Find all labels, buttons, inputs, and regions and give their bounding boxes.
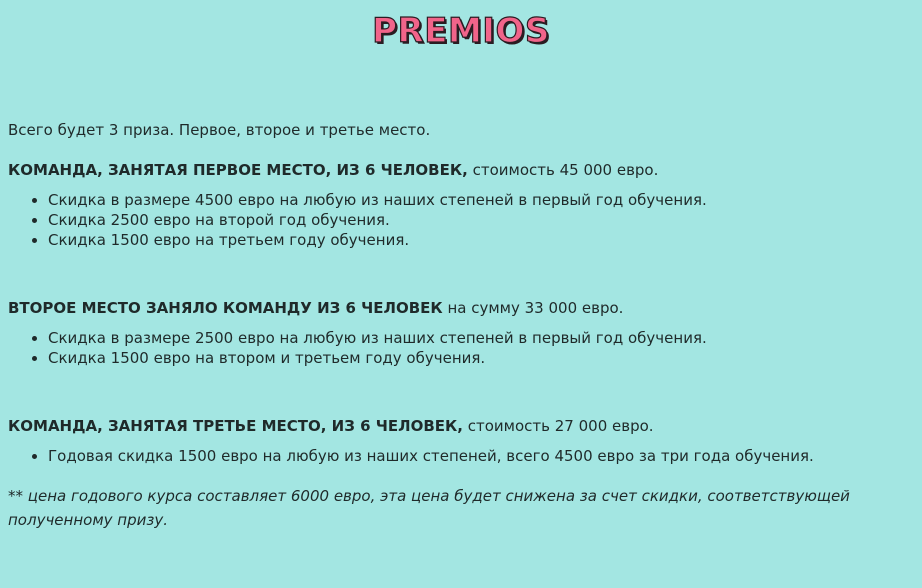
list-item: • Годовая скидка 1500 евро на любую из наших степеней, всего 4500 евро за три года обучения. xyxy=(48,446,914,466)
third-place-heading-rest: стоимость 27 000 евро. xyxy=(462,417,654,435)
second-place-heading xyxy=(8,298,914,318)
first-place-list xyxy=(8,190,914,250)
second-place-heading-rest: на сумму 33 000 евро. xyxy=(442,299,624,317)
price-note: ** цена годового курса составляет 6000 евро, эта цена будет снижена за счет скидки, соответствующей полученному призу. xyxy=(8,487,850,529)
second-place-list xyxy=(8,328,914,368)
spacer xyxy=(8,368,914,416)
list-item: • Скидка 1500 евро на третьем году обучения. xyxy=(48,230,914,250)
spacer xyxy=(8,250,914,298)
third-place-list xyxy=(8,446,914,466)
first-place-heading-bold: КОМАНДА, ЗАНЯТАЯ ПЕРВОЕ МЕСТО, ИЗ 6 ЧЕЛОВЕК, xyxy=(8,161,468,179)
page-title: PREMIOS xyxy=(372,11,550,51)
first-place-heading xyxy=(8,160,914,180)
list-item: • Скидка 2500 евро на второй год обучения. xyxy=(48,210,914,230)
list-item: • Скидка в размере 4500 евро на любую из наших степеней в первый год обучения. xyxy=(48,190,914,210)
list-item: • Скидка 1500 евро на втором и третьем году обучения. xyxy=(48,348,914,368)
third-place-heading-bold: КОМАНДА, ЗАНЯТАЯ ТРЕТЬЕ МЕСТО, ИЗ 6 ЧЕЛОВЕК, xyxy=(8,417,463,435)
list-item: • Скидка в размере 2500 евро на любую из наших степеней в первый год обучения. xyxy=(48,328,914,348)
third-place-heading xyxy=(8,416,914,436)
second-place-heading-bold: ВТОРОЕ МЕСТО ЗАНЯЛО КОМАНДУ ИЗ 6 ЧЕЛОВЕК xyxy=(8,299,443,317)
first-place-heading-rest: стоимость 45 000 евро. xyxy=(467,161,659,179)
prizes-content xyxy=(8,120,914,532)
intro-text: Всего будет 3 приза. Первое, второе и третье место. xyxy=(8,121,431,139)
